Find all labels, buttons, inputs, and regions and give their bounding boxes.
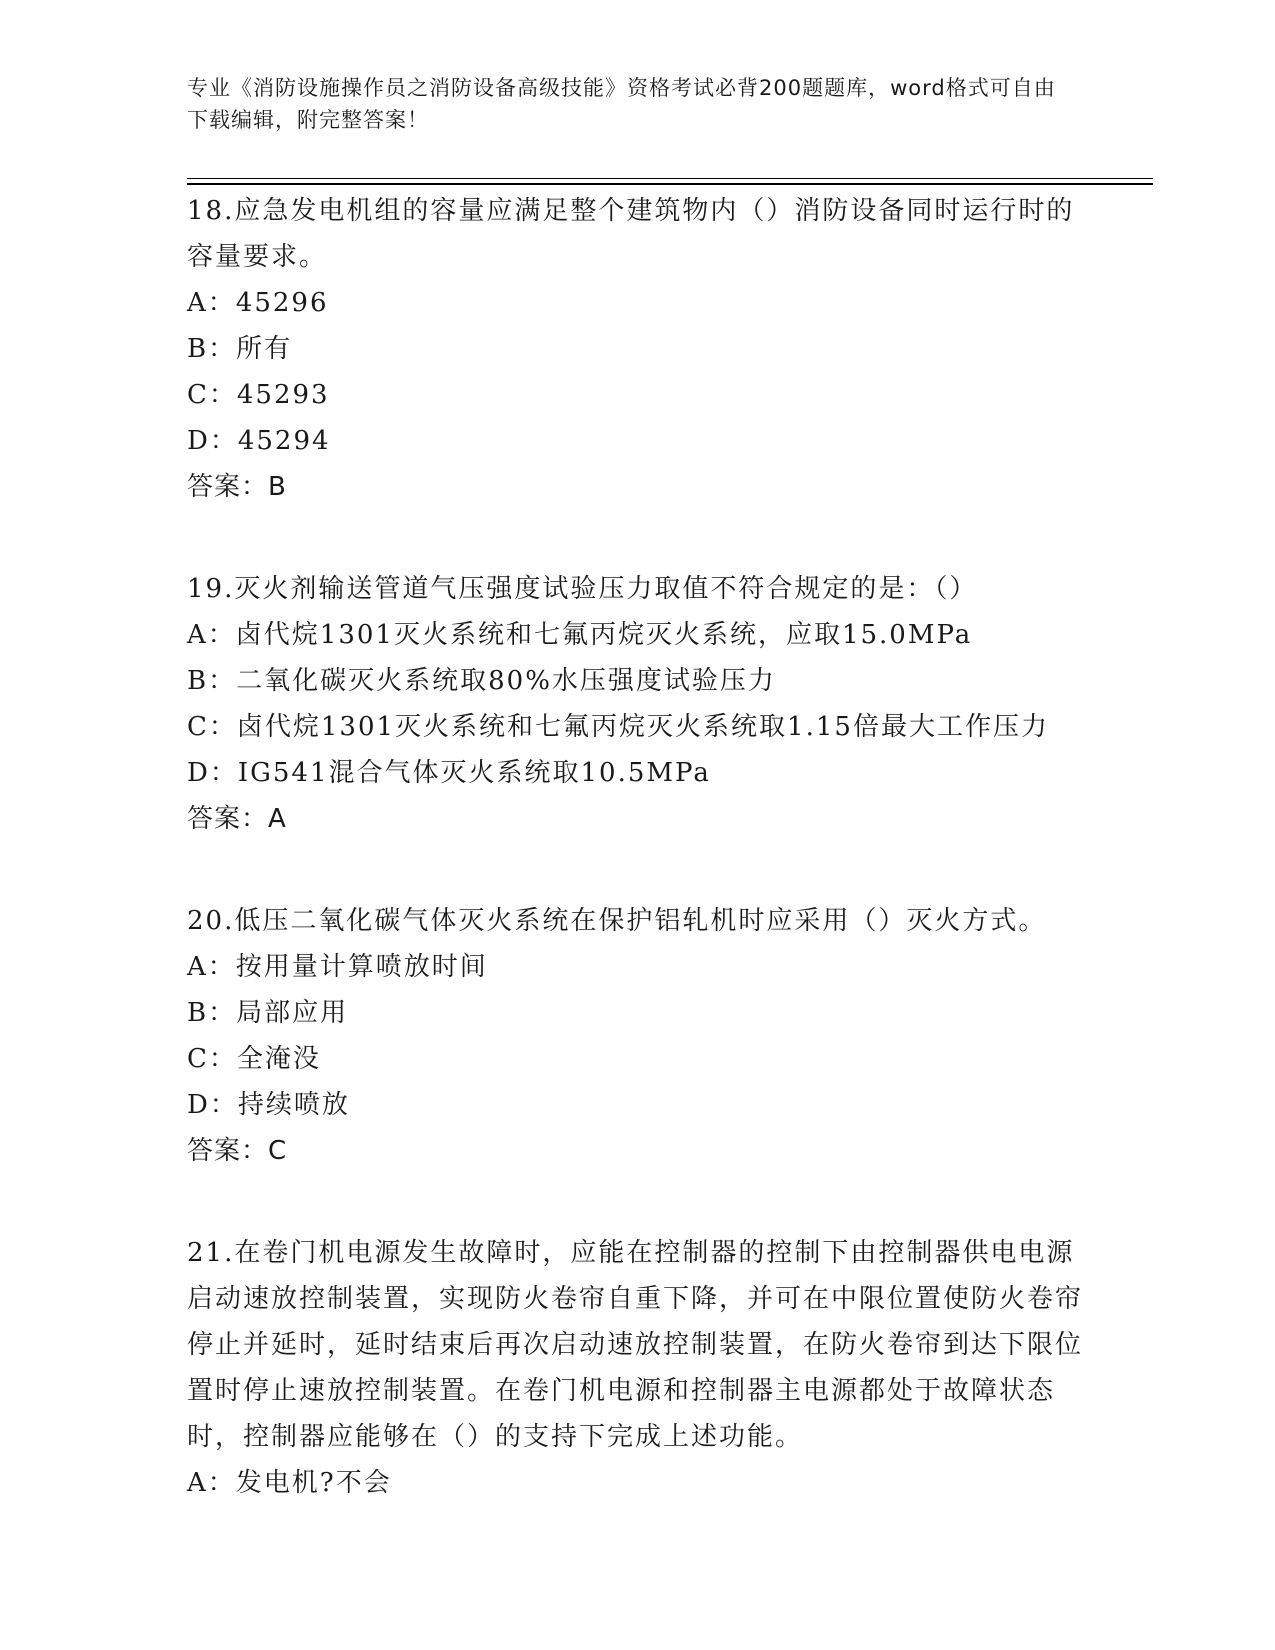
question-21: [187, 1230, 1087, 1506]
option-d: D：持续喷放: [187, 1090, 350, 1120]
option-c: C：45293: [187, 380, 330, 410]
question-stem: 19.灭火剂输送管道气压强度试验压力取值不符合规定的是：（）: [187, 574, 978, 604]
option-a: A：45296: [187, 288, 329, 318]
question-18: [187, 188, 1087, 510]
option-d: D：IG541混合气体灭火系统取10.5MPa: [187, 758, 711, 788]
option-c: C：卤代烷1301灭火系统和七氟丙烷灭火系统取1.15倍最大工作压力: [187, 712, 1049, 742]
option-b: B：所有: [187, 334, 293, 364]
option-a: A：发电机?不会: [187, 1468, 392, 1498]
header-divider-thin: [187, 178, 1153, 179]
question-stem: 18.应急发电机组的容量应满足整个建筑物内（）消防设备同时运行时的容量要求。: [187, 196, 1075, 272]
option-a: A：卤代烷1301灭火系统和七氟丙烷灭火系统，应取15.0MPa: [187, 620, 973, 650]
document-header: 专业《消防设施操作员之消防设备高级技能》资格考试必背200题题库，word格式可自由下载编辑，附完整答案！: [187, 76, 1056, 132]
option-b: B：二氧化碳灭火系统取80%水压强度试验压力: [187, 666, 776, 696]
question-stem: 21.在卷门机电源发生故障时，应能在控制器的控制下由控制器供电电源启动速放控制装置，实现防火卷帘自重下降，并可在中限位置使防火卷帘停止并延时，延时结束后再次启动速放控制装置，在防火卷帘到达下限位置时停止速放控制装置。在卷门机电源和控制器主电源都处于故障状态时，控制器应能够在（）的支持下完成上述功能。: [187, 1238, 1084, 1452]
answer: 答案：A: [187, 804, 287, 834]
question-list: [187, 188, 1087, 1562]
question-19: [187, 566, 1087, 842]
option-c: C：全淹没: [187, 1044, 321, 1074]
option-d: D：45294: [187, 426, 331, 456]
question-stem: 20.低压二氧化碳气体灭火系统在保护铝轧机时应采用（）灭火方式。: [187, 906, 1047, 936]
header-divider-thick: [187, 183, 1153, 185]
option-b: B：局部应用: [187, 998, 349, 1028]
answer: 答案：B: [187, 472, 287, 502]
question-20: [187, 898, 1087, 1174]
option-a: A：按用量计算喷放时间: [187, 952, 488, 982]
answer: 答案：C: [187, 1136, 288, 1166]
